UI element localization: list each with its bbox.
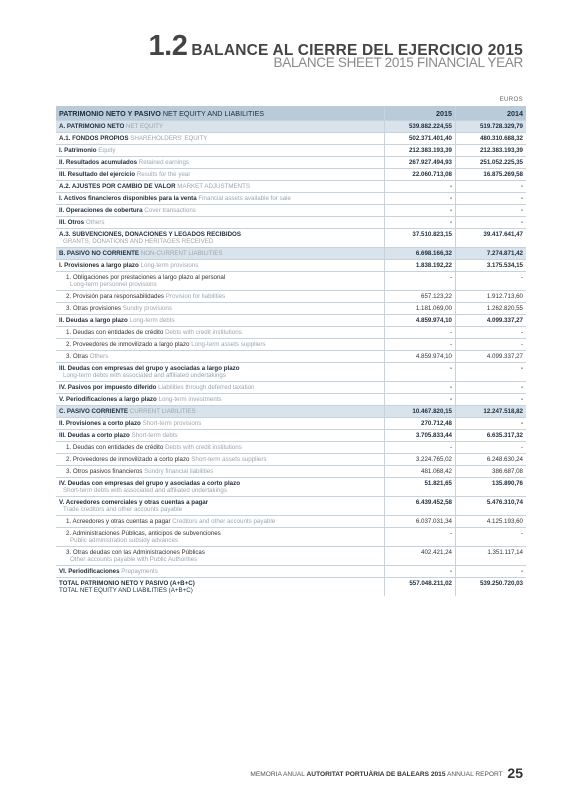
value-2015: 270.712,48	[385, 418, 456, 430]
value-2014: -	[456, 418, 527, 430]
value-2014: 12.247.518,82	[456, 406, 527, 418]
value-2015: -	[385, 205, 456, 217]
table-row	[56, 430, 526, 442]
value-2014: -	[456, 205, 527, 217]
row-label-en: Retained earnings	[138, 159, 190, 166]
value-2014: 1.351.117,14	[456, 547, 527, 566]
row-label	[56, 248, 385, 260]
section-title-en: BALANCE SHEET 2015 FINANCIAL YEAR	[273, 55, 523, 70]
value-2015: -	[385, 363, 456, 382]
value-2014: -	[456, 217, 527, 229]
row-label-es: 1. Deudas con entidades de crédito	[66, 444, 164, 451]
table-row	[56, 169, 526, 181]
value-2015: 6.037.031,34	[385, 516, 456, 528]
value-2015: 6.698.166,32	[385, 248, 456, 260]
row-label	[56, 516, 385, 528]
row-label-en: SHAREHOLDERS' EQUITY	[130, 135, 208, 142]
total-row	[56, 578, 526, 597]
table-row	[56, 248, 526, 260]
table-row	[56, 260, 526, 272]
value-2014: 3.175.534,15	[456, 260, 527, 272]
row-label	[56, 382, 385, 394]
row-label	[56, 229, 385, 248]
row-label-es: I. Provisiones a largo plazo	[59, 262, 139, 269]
row-label	[56, 145, 385, 157]
row-label	[56, 205, 385, 217]
value-2015: 539.882.224,55	[385, 121, 456, 133]
row-label-es: II. Resultados acumulados	[59, 159, 138, 166]
row-label-en: Results for the year	[136, 171, 191, 178]
value-2015: 267.927.494,93	[385, 157, 456, 169]
row-label-en: CURRENT LIABILITIES	[129, 408, 196, 415]
page-footer	[250, 765, 523, 781]
row-label	[56, 121, 385, 133]
value-2015: 502.371.401,40	[385, 133, 456, 145]
row-label-en: Long-term debts with associated and affiliated undertakings	[63, 372, 226, 379]
value-2015: -	[385, 382, 456, 394]
value-2014: 1.262.820,55	[456, 303, 527, 315]
value-2014: 519.728.329,79	[456, 121, 527, 133]
value-2014: 4.125.193,60	[456, 516, 527, 528]
value-2015: 657.123,22	[385, 291, 456, 303]
row-label-en: Long-term debts	[129, 317, 175, 324]
row-label	[56, 315, 385, 327]
table-row	[56, 157, 526, 169]
row-label-es: III. Deudas con empresas del grupo y asociadas a largo plazo	[59, 365, 240, 372]
value-2014: 539.250.720,03	[456, 578, 527, 597]
value-2014: 480.310.688,32	[456, 133, 527, 145]
row-label-es: II. Deudas a largo plazo	[59, 317, 128, 324]
row-label-es: 3. Otras deudas con las Administraciones Públicas	[66, 549, 205, 556]
row-label	[56, 363, 385, 382]
table-row	[56, 315, 526, 327]
table-row	[56, 205, 526, 217]
row-label	[56, 547, 385, 566]
section-title-es: BALANCE AL CIERRE DEL EJERCICIO 2015	[191, 42, 523, 59]
row-label-en: Prepayments	[121, 568, 158, 575]
row-label	[56, 466, 385, 478]
row-label-es: 2. Provisión para responsabilidades	[66, 293, 165, 300]
value-2015: 4.859.974,10	[385, 351, 456, 363]
row-label-en: Sundry financial liabilities	[144, 468, 214, 475]
row-label-es: I. Activos financieros disponibles para la venta	[59, 195, 197, 202]
value-2015: 1.838.192,22	[385, 260, 456, 272]
row-label	[56, 133, 385, 145]
table-row	[56, 272, 526, 291]
value-2015: -	[385, 217, 456, 229]
row-label-en: Other accounts payable with Public Authorities	[70, 556, 198, 563]
row-label	[56, 442, 385, 454]
footer-organization: AUTORITAT PORTUÀRIA DE BALEARS 2015	[306, 771, 446, 778]
row-label-en: Debts with credit institutions	[165, 444, 242, 451]
row-label-es: III. Deudas a corto plazo	[59, 432, 130, 439]
table-row	[56, 181, 526, 193]
row-label-es: III. Resultado del ejercicio	[59, 171, 135, 178]
row-label-es: 1. Deudas con entidades de crédito	[66, 329, 164, 336]
value-2014: -	[456, 339, 527, 351]
row-label-en: MARKET ADJUSTMENTS	[177, 183, 251, 190]
value-2015: 212.383.193,39	[385, 145, 456, 157]
row-label-en: Financial assets available for sale	[198, 195, 291, 202]
column-header-es: PATRIMONIO NETO Y PASIVO	[59, 108, 161, 118]
value-2014: 6.635.317,32	[456, 430, 527, 442]
value-2015: -	[385, 566, 456, 578]
row-label-es: 3. Otras	[66, 353, 89, 360]
row-label-en: Long-term provisions	[140, 262, 199, 269]
column-header-label	[56, 106, 385, 121]
table-row	[56, 229, 526, 248]
table-row	[56, 363, 526, 382]
row-label	[56, 578, 385, 597]
row-label-en: Short-term provisions	[142, 420, 202, 427]
row-label-es: 2. Proveedores de inmovilizado a corto plazo	[66, 456, 190, 463]
table-row	[56, 528, 526, 547]
value-2015: 51.821,65	[385, 478, 456, 497]
row-label-en: Equity	[98, 147, 116, 154]
row-label	[56, 291, 385, 303]
row-label	[56, 566, 385, 578]
row-label	[56, 406, 385, 418]
value-2015: -	[385, 339, 456, 351]
value-2015: 22.060.713,08	[385, 169, 456, 181]
value-2014: -	[456, 394, 527, 406]
row-label	[56, 394, 385, 406]
value-2014: 1.912.713,60	[456, 291, 527, 303]
balance-sheet-table	[56, 106, 526, 596]
table-header-row	[56, 106, 526, 121]
table-row	[56, 516, 526, 528]
row-label-es: II. Provisiones a corto plazo	[59, 420, 141, 427]
row-label-es: B. PASIVO NO CORRIENTE	[59, 250, 139, 257]
table-row	[56, 382, 526, 394]
row-label-en: NON-CURRENT LIABILITIES	[140, 250, 223, 257]
column-header-en: NET EQUITY AND LIABILITIES	[162, 108, 265, 118]
value-2014: 4.099.337,27	[456, 315, 527, 327]
footer-suffix: ANNUAL REPORT	[447, 771, 503, 778]
row-label-en: Liabilities through deferred taxation	[158, 384, 255, 391]
table-row	[56, 497, 526, 516]
value-2015: 6.439.452,58	[385, 497, 456, 516]
row-label-es: C. PASIVO CORRIENTE	[59, 408, 128, 415]
value-2014: -	[456, 327, 527, 339]
value-2014: 4.099.337,27	[456, 351, 527, 363]
row-label	[56, 528, 385, 547]
footer-prefix: MEMORIA ANUAL	[250, 771, 305, 778]
row-label-es: V. Acreedores comerciales y otras cuentas a pagar	[59, 499, 209, 506]
value-2015: -	[385, 528, 456, 547]
row-label-en: Creditors and other accounts payable	[172, 518, 276, 525]
row-label	[56, 217, 385, 229]
table-row	[56, 466, 526, 478]
value-2014: -	[456, 272, 527, 291]
row-label-es: 3. Otras provisiones	[66, 305, 122, 312]
row-label-es: IV. Pasivos por impuesto diferido	[59, 384, 157, 391]
value-2014: -	[456, 181, 527, 193]
table-row	[56, 291, 526, 303]
row-label-en: Public administration subsidy advances	[70, 537, 178, 544]
value-2015: 402.421,24	[385, 547, 456, 566]
row-label	[56, 157, 385, 169]
table-row	[56, 442, 526, 454]
row-label-en: Others	[89, 353, 109, 360]
row-label-es: A.2. AJUSTES POR CAMBIO DE VALOR	[59, 183, 176, 190]
table-row	[56, 547, 526, 566]
value-2015: -	[385, 272, 456, 291]
value-2015: 10.467.820,15	[385, 406, 456, 418]
table-row	[56, 339, 526, 351]
value-2014: -	[456, 566, 527, 578]
value-2014: 7.274.871,42	[456, 248, 527, 260]
table-row	[56, 121, 526, 133]
table-row	[56, 193, 526, 205]
value-2014: -	[456, 442, 527, 454]
row-label-en: Trade creditors and other accounts payable	[63, 506, 183, 513]
row-label-es: 1. Obligaciones por prestaciones a largo plazo al personal	[66, 274, 226, 281]
value-2015: -	[385, 193, 456, 205]
row-label-en: Short-term assets suppliers	[191, 456, 267, 463]
value-2014: -	[456, 363, 527, 382]
row-label	[56, 303, 385, 315]
row-label	[56, 418, 385, 430]
row-label-en: NET EQUITY	[126, 123, 164, 130]
row-label-es: V. Periodificaciones a largo plazo	[59, 396, 157, 403]
value-2014: 39.417.641,47	[456, 229, 527, 248]
row-label-es: A.3. SUBVENCIONES, DONACIONES Y LEGADOS RECIBIDOS	[59, 231, 241, 238]
value-2015: 3.705.833,44	[385, 430, 456, 442]
value-2015: -	[385, 181, 456, 193]
row-label-en: Provision for liabilities	[165, 293, 226, 300]
value-2014: 5.476.310,74	[456, 497, 527, 516]
table-row	[56, 133, 526, 145]
value-2015: -	[385, 442, 456, 454]
table-row	[56, 327, 526, 339]
column-header-2014: 2014	[456, 106, 527, 121]
row-label-es: 3. Otros pasivos financieros	[66, 468, 143, 475]
table-row	[56, 406, 526, 418]
column-header-2015: 2015	[385, 106, 456, 121]
row-label-en: TOTAL NET EQUITY AND LIABILITIES (A+B+C)	[59, 587, 193, 594]
value-2015: 3.224.765,02	[385, 454, 456, 466]
row-label-en: Sundry provisions	[122, 305, 172, 312]
table-row	[56, 145, 526, 157]
value-2014: 212.383.193,39	[456, 145, 527, 157]
row-label-es: I. Patrimonio	[59, 147, 97, 154]
row-label	[56, 260, 385, 272]
row-label-es: II. Operaciones de cobertura	[59, 207, 143, 214]
row-label-en: Cover transactions	[144, 207, 196, 214]
row-label-en: Long-term personnel provisions	[70, 281, 157, 288]
row-label	[56, 454, 385, 466]
row-label	[56, 351, 385, 363]
row-label-es: TOTAL PATRIMONIO NETO Y PASIVO (A+B+C)	[59, 580, 195, 587]
currency-units: EUROS	[499, 97, 523, 103]
table-row	[56, 454, 526, 466]
row-label	[56, 169, 385, 181]
row-label-es: III. Otros	[59, 219, 85, 226]
row-label-es: 2. Proveedores de inmovilizado a largo plazo	[66, 341, 190, 348]
row-label	[56, 339, 385, 351]
row-label	[56, 181, 385, 193]
row-label-es: 1. Acreedores y otras cuentas a pagar	[66, 518, 171, 525]
table-row	[56, 418, 526, 430]
row-label-es: A.1. FONDOS PROPIOS	[59, 135, 129, 142]
table-row	[56, 478, 526, 497]
value-2014: -	[456, 382, 527, 394]
row-label	[56, 497, 385, 516]
row-label	[56, 193, 385, 205]
value-2015: 1.181.069,00	[385, 303, 456, 315]
table-row	[56, 566, 526, 578]
page-number: 25	[507, 765, 523, 781]
row-label	[56, 478, 385, 497]
value-2015: 481.068,42	[385, 466, 456, 478]
table-row	[56, 303, 526, 315]
row-label-es: VI. Periodificaciones	[59, 568, 120, 575]
row-label-en: Others	[85, 219, 105, 226]
table-row	[56, 351, 526, 363]
value-2014: -	[456, 528, 527, 547]
value-2014: -	[456, 193, 527, 205]
row-label-en: Long-term assets suppliers	[191, 341, 266, 348]
row-label	[56, 430, 385, 442]
row-label-en: Debts with credit institutions	[165, 329, 242, 336]
row-label-es: 2. Administraciones Públicas, anticipos de subvenciones	[66, 530, 221, 537]
value-2015: 37.510.823,15	[385, 229, 456, 248]
row-label-en: Short-term debts with associated and affiliated undertakings	[63, 487, 227, 494]
row-label-es: A. PATRIMONIO NETO	[59, 123, 125, 130]
value-2015: 557.048.211,02	[385, 578, 456, 597]
row-label-en: GRANTS, DONATIONS AND HERITAGES RECEIVED	[63, 238, 214, 245]
row-label	[56, 272, 385, 291]
row-label-es: IV. Deudas con empresas del grupo y asociadas a corto plazo	[59, 480, 240, 487]
value-2015: 4.859.974,10	[385, 315, 456, 327]
value-2014: 135.890,76	[456, 478, 527, 497]
table-row	[56, 217, 526, 229]
row-label-en: Long-term investments	[158, 396, 222, 403]
value-2014: 386.687,08	[456, 466, 527, 478]
table-row	[56, 394, 526, 406]
value-2014: 16.875.269,58	[456, 169, 527, 181]
value-2015: -	[385, 327, 456, 339]
value-2014: 6.248.630,24	[456, 454, 527, 466]
value-2015: -	[385, 394, 456, 406]
row-label	[56, 327, 385, 339]
value-2014: 251.052.225,35	[456, 157, 527, 169]
section-number: 1.2	[148, 30, 188, 62]
row-label-en: Short-term debts	[131, 432, 178, 439]
